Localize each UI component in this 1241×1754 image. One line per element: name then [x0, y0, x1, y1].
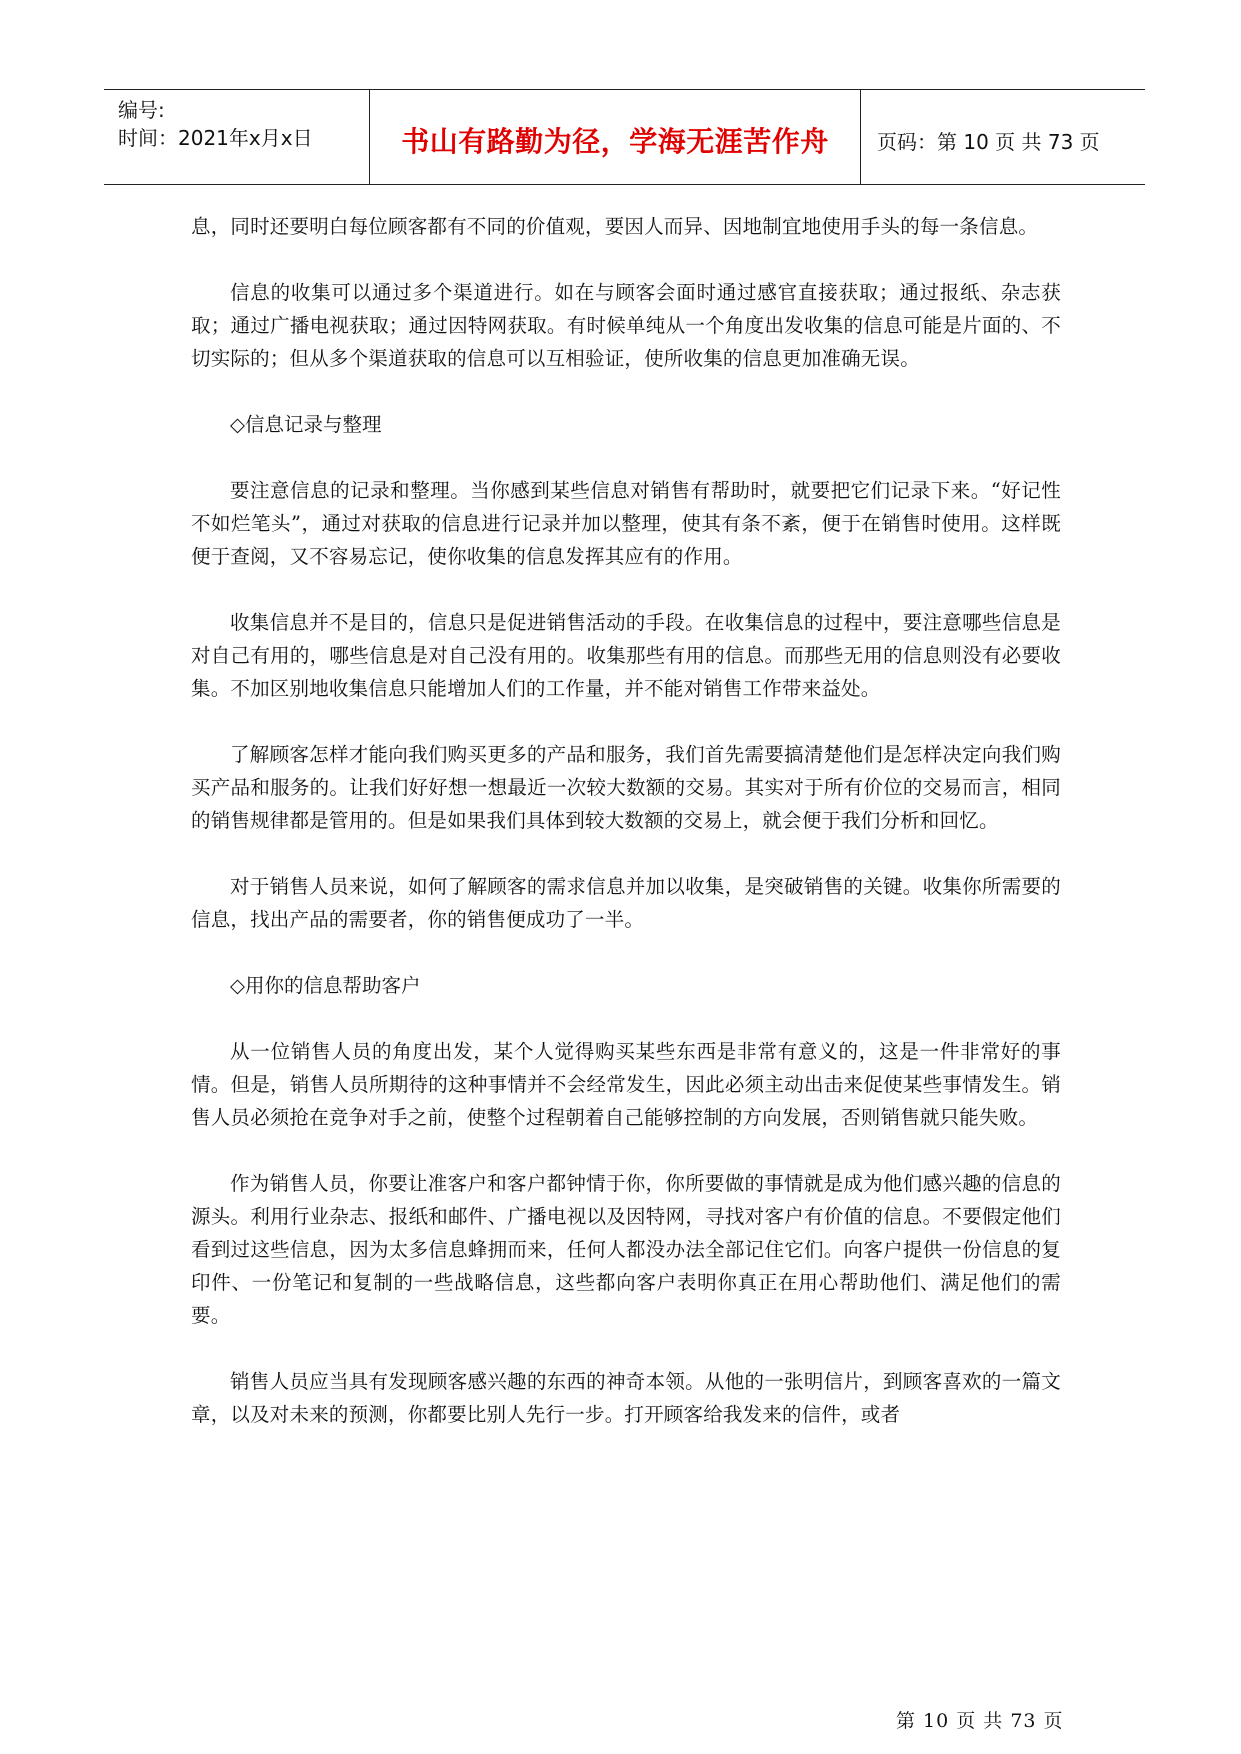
header-left-cell	[104, 90, 369, 184]
header-motto-cell	[369, 90, 861, 184]
header-page-info: 页码：第 10 页 共 73 页	[877, 130, 1100, 154]
footer-page-number: 第 10 页 共 73 页	[896, 1710, 1064, 1732]
header-page-cell	[861, 90, 1145, 184]
paragraph-8: 从一位销售人员的角度出发，某个人觉得购买某些东西是非常有意义的，这是一件非常好的事情。但是，销售人员所期待的这种事情并不会经常发生，因此必须主动出击来促使某些事情发生。销售人员必须抢在竞争对手之前，使整个过程朝着自己能够控制的方向发展，否则销售就只能失败。	[191, 1040, 1061, 1129]
paragraph-1: 信息的收集可以通过多个渠道进行。如在与顾客会面时通过感官直接获取；通过报纸、杂志获取；通过广播电视获取；通过因特网获取。有时候单纯从一个角度出发收集的信息可能是片面的、不切实际的；但从多个渠道获取的信息可以互相验证，使所收集的信息更加准确无误。	[191, 281, 1061, 370]
paragraph-5: 了解顾客怎样才能向我们购买更多的产品和服务，我们首先需要搞清楚他们是怎样决定向我们购买产品和服务的。让我们好好想一想最近一次较大数额的交易。其实对于所有价位的交易而言，相同的销售规律都是管用的。但是如果我们具体到较大数额的交易上，就会便于我们分析和回忆。	[191, 743, 1061, 832]
paragraph-6: 对于销售人员来说，如何了解顾客的需求信息并加以收集，是突破销售的关键。收集你所需要的信息，找出产品的需要者，你的销售便成功了一半。	[191, 875, 1061, 931]
section-heading-help-customer: ◇用你的信息帮助客户	[230, 974, 421, 997]
header-table	[104, 89, 1145, 185]
section-heading-info-record: ◇信息记录与整理	[230, 413, 382, 436]
paragraph-3: 要注意信息的记录和整理。当你感到某些信息对销售有帮助时，就要把它们记录下来。“好记性不如烂笔头”，通过对获取的信息进行记录并加以整理，使其有条不紊，便于在销售时使用。这样既便于查阅，又不容易忘记，使你收集的信息发挥其应有的作用。	[191, 479, 1061, 568]
serial-label: 编号:	[118, 98, 165, 122]
time-text: 时间：2021年x月x日	[118, 126, 313, 150]
motto-text: 书山有路勤为径，学海无涯苦作舟	[401, 125, 829, 158]
paragraph-10: 销售人员应当具有发现顾客感兴趣的东西的神奇本领。从他的一张明信片，到顾客喜欢的一篇文章，以及对未来的预测，你都要比别人先行一步。打开顾客给我发来的信件，或者	[191, 1370, 1061, 1426]
paragraph-0: 息，同时还要明白每位顾客都有不同的价值观，要因人而异、因地制宜地使用手头的每一条信息。	[191, 215, 1039, 238]
document-body	[191, 210, 1061, 1464]
paragraph-9: 作为销售人员，你要让准客户和客户都钟情于你，你所要做的事情就是成为他们感兴趣的信息的源头。利用行业杂志、报纸和邮件、广播电视以及因特网，寻找对客户有价值的信息。不要假定他们看到过这些信息，因为太多信息蜂拥而来，任何人都没办法全部记住它们。向客户提供一份信息的复印件、一份笔记和复制的一些战略信息，这些都向客户表明你真正在用心帮助他们、满足他们的需要。	[191, 1172, 1061, 1327]
paragraph-4: 收集信息并不是目的，信息只是促进销售活动的手段。在收集信息的过程中，要注意哪些信息是对自己有用的，哪些信息是对自己没有用的。收集那些有用的信息。而那些无用的信息则没有必要收集。不加区别地收集信息只能增加人们的工作量，并不能对销售工作带来益处。	[191, 611, 1061, 700]
